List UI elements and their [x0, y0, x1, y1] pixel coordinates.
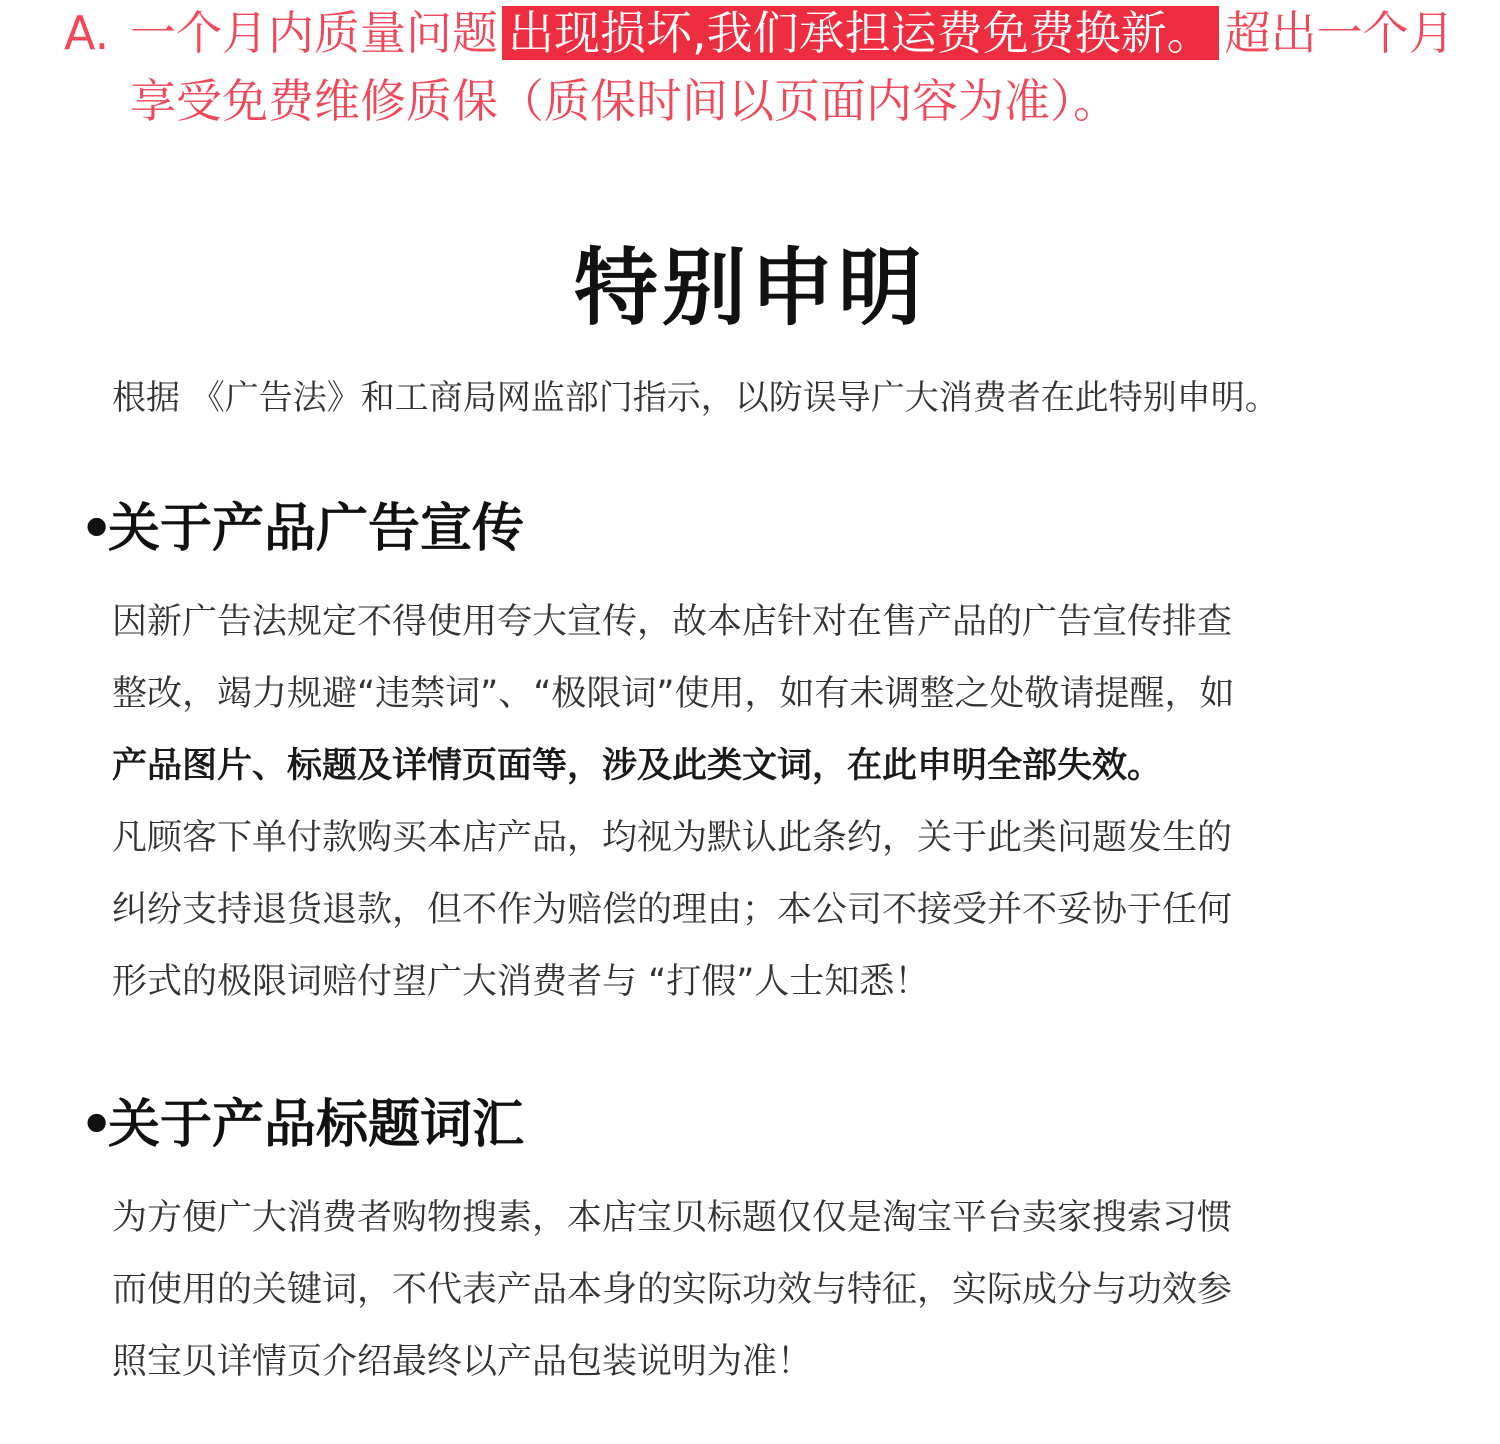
section-heading-text: 关于产品广告宣传 — [108, 499, 525, 559]
section-heading-title-terms — [80, 1090, 524, 1160]
warranty-text-after: 超出一个月 — [1224, 6, 1455, 60]
paragraph-line: 凡顾客下单付款购买本店产品，均视为默认此条约，关于此类问题发生的 — [112, 818, 1233, 858]
warranty-marker: A. — [64, 6, 110, 60]
paragraph-line-emphasis: 产品图片、标题及详情页面等，涉及此类文词，在此申明全部失效。 — [112, 746, 1163, 786]
warranty-line-2: 享受免费维修质保（质保时间以页面内容为准）。 — [130, 74, 1119, 128]
paragraph-line: 而使用的关键词，不代表产品本身的实际功效与特征，实际成分与功效参 — [112, 1270, 1233, 1310]
section-heading-text: 关于产品标题词汇 — [108, 1095, 525, 1155]
paragraph-line: 因新广告法规定不得使用夸大宣传，故本店针对在售产品的广告宣传排查 — [112, 602, 1233, 642]
warranty-text-before: 一个月内质量问题 — [130, 6, 498, 60]
paragraph-line: 照宝贝详情页介绍最终以产品包装说明为准！ — [112, 1342, 813, 1382]
bullet-icon: • — [80, 1095, 114, 1155]
paragraph-line: 整改，竭力规避“违禁词”、“极限词”使用，如有未调整之处敬请提醒，如 — [112, 674, 1235, 714]
section-heading-advertising — [80, 494, 524, 564]
paragraph-line: 为方便广大消费者购物搜素，本店宝贝标题仅仅是淘宝平台卖家搜索习惯 — [112, 1198, 1233, 1238]
paragraph-line: 纠纷支持退货退款，但不作为赔偿的理由；本公司不接受并不妥协于任何 — [112, 890, 1233, 930]
paragraph-line: 形式的极限词赔付望广大消费者与 “打假”人士知悉！ — [112, 962, 930, 1002]
warranty-highlight: 出现损坏,我们承担运费免费换新。 — [502, 6, 1219, 60]
page-title: 特别申明 — [573, 239, 926, 337]
intro-statement: 根据 《广告法》和工商局网监部门指示，以防误导广大消费者在此特别申明。 — [112, 378, 1279, 418]
warranty-line-1 — [64, 0, 1455, 66]
bullet-icon: • — [80, 499, 114, 559]
